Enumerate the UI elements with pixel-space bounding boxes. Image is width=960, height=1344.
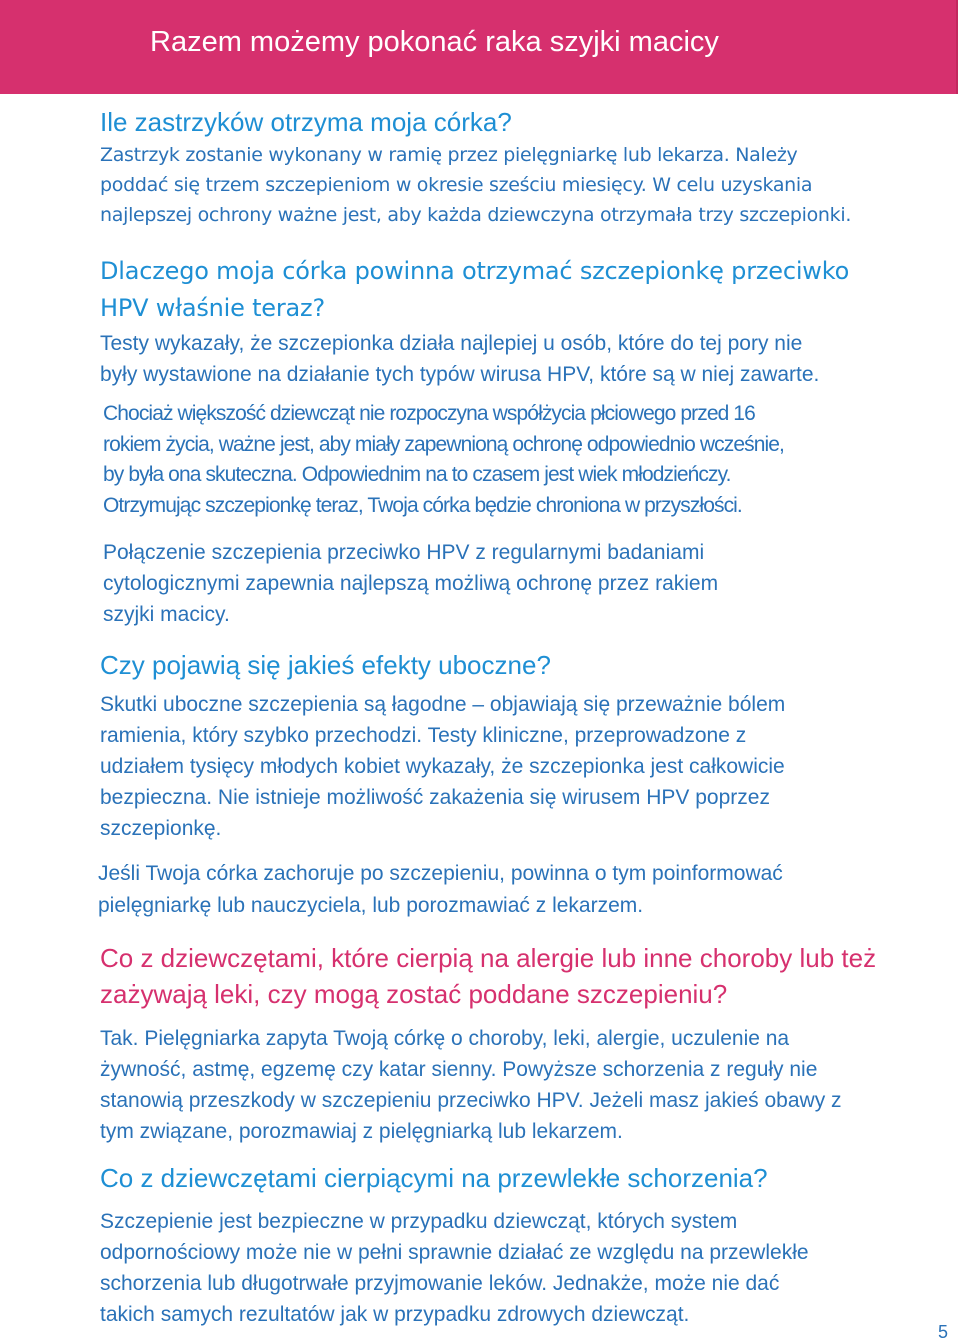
text-line: żywność, astmę, egzemę czy katar sienny. Powyższe schorzenia z reguły nie: [100, 1058, 818, 1081]
page-number: 5: [937, 1322, 948, 1342]
text-line: Tak. Pielęgniarka zapyta Twoją córkę o choroby, leki, alergie, uczulenie na: [100, 1027, 790, 1050]
section-text-side-effects: [100, 689, 785, 844]
section-heading-allergies: [100, 940, 876, 1012]
text-line: Chociaż większość dziewcząt nie rozpoczyna współżycia płciowego przed 16: [103, 402, 755, 425]
text-line: ramienia, który szybko przechodzi. Testy kliniczne, przeprowadzone z: [100, 724, 747, 747]
heading-line: Co z dziewczętami, które cierpią na alergie lub inne choroby lub też: [100, 943, 877, 973]
section-text-injections: [100, 140, 851, 230]
section-text-why-now: [100, 328, 819, 390]
text-line: były wystawione na działanie tych typów wirusa HPV, które są w niej zawarte.: [100, 363, 820, 386]
text-line: Szczepienie jest bezpieczne w przypadku dziewcząt, których system: [100, 1210, 738, 1233]
text-line: tym związane, porozmawiaj z pielęgniarką lub lekarzem.: [100, 1120, 623, 1143]
text-line: poddać się trzem szczepieniom w okresie sześciu miesięcy. W celu uzyskania: [100, 174, 813, 196]
text-line: pielęgniarkę lub nauczyciela, lub porozmawiać z lekarzem.: [98, 894, 644, 917]
text-line: cytologicznymi zapewnia najlepszą możliwą ochronę przez rakiem: [103, 572, 719, 595]
text-line: odpornościowy może nie w pełni sprawnie działać ze względu na przewlekłe: [100, 1241, 809, 1264]
text-line: stanowią przeszkody w szczepieniu przeciwko HPV. Jeżeli masz jakieś obawy z: [100, 1089, 842, 1112]
text-line: Jeśli Twoja córka zachoruje po szczepieniu, powinna o tym poinformować: [98, 862, 783, 885]
text-line: Połączenie szczepienia przeciwko HPV z regularnymi badaniami: [103, 541, 705, 564]
section-text-chronic: [100, 1206, 809, 1330]
section-text-allergies: [100, 1023, 842, 1147]
page-title: Razem możemy pokonać raka szyjki macicy: [150, 26, 719, 58]
text-line: rokiem życia, ważne jest, aby miały zapewnioną ochronę odpowiednio wcześnie,: [103, 432, 784, 456]
section-text-why-now-2: [103, 399, 784, 521]
heading-line: Dlaczego moja córka powinna otrzymać szczepionkę przeciwko: [100, 257, 850, 285]
section-heading-side-effects: Czy pojawią się jakieś efekty uboczne?: [100, 650, 551, 680]
text-line: bezpieczna. Nie istnieje możliwość zakażenia się wirusem HPV poprzez: [100, 786, 770, 809]
text-line: Testy wykazały, że szczepionka działa najlepiej u osób, które do tej pory nie: [100, 332, 803, 355]
text-line: Otrzymując szczepionkę teraz, Twoja córka będzie chroniona w przyszłości.: [103, 493, 742, 517]
section-heading-why-now: [100, 253, 849, 327]
section-heading-injections: Ile zastrzyków otrzyma moja córka?: [100, 107, 512, 137]
text-line: takich samych rezultatów jak w przypadku zdrowych dziewcząt.: [100, 1303, 690, 1326]
section-text-why-now-3: [103, 537, 718, 630]
text-line: Skutki uboczne szczepienia są łagodne – objawiają się przeważnie bólem: [100, 693, 786, 716]
section-text-side-effects-2: [98, 858, 783, 922]
text-line: szczepionkę.: [100, 817, 222, 840]
text-line: by była ona skuteczna. Odpowiednim na to czasem jest wiek młodzieńczy.: [103, 463, 731, 486]
text-line: Zastrzyk zostanie wykonany w ramię przez pielęgniarkę lub lekarza. Należy: [100, 144, 798, 166]
text-line: szyjki macicy.: [103, 603, 230, 626]
heading-line: zażywają leki, czy mogą zostać poddane szczepieniu?: [100, 979, 728, 1009]
text-line: najlepszej ochrony ważne jest, aby każda dziewczyna otrzymała trzy szczepionki.: [100, 204, 852, 226]
section-heading-chronic: Co z dziewczętami cierpiącymi na przewlekłe schorzenia?: [100, 1163, 768, 1193]
text-line: schorzenia lub długotrwałe przyjmowanie leków. Jednakże, może nie dać: [100, 1272, 780, 1295]
heading-line: HPV właśnie teraz?: [100, 294, 325, 322]
text-line: udziałem tysięcy młodych kobiet wykazały, że szczepionka jest całkowicie: [100, 755, 785, 778]
